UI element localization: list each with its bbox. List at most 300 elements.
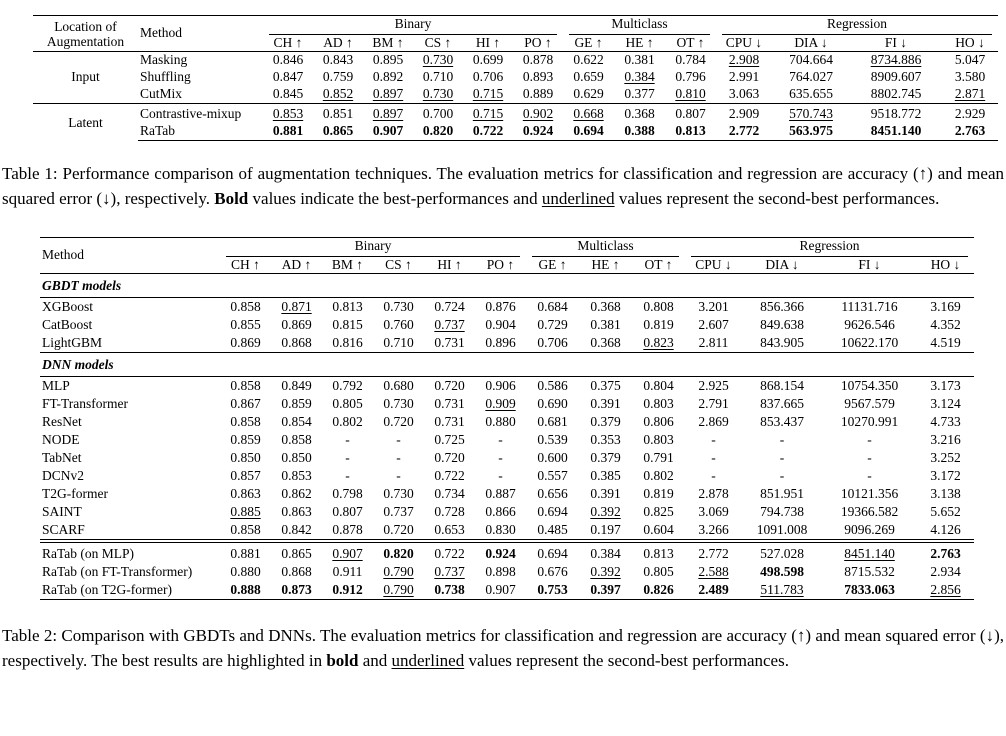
value-cell	[917, 485, 974, 503]
method-cell: LightGBM	[42, 334, 103, 350]
metric-value: 0.889	[522, 86, 554, 102]
value-cell	[716, 86, 772, 104]
metric-value: 0.798	[332, 485, 363, 501]
metric-value: 0.847	[272, 69, 304, 85]
value-cell	[220, 431, 271, 449]
method-cell: TabNet	[42, 449, 82, 465]
location-cell: Latent	[33, 104, 138, 141]
value-cell	[742, 298, 822, 317]
metric-value: 4.733	[930, 413, 961, 429]
metric-value: 0.197	[590, 521, 621, 537]
value-cell	[424, 581, 475, 600]
value-cell	[526, 413, 579, 431]
metric-value: -	[396, 449, 401, 465]
table-row	[33, 123, 998, 141]
metric-value: 8451.140	[844, 545, 895, 561]
metric-value: 0.681	[537, 413, 568, 429]
caption-text: underlined	[391, 650, 465, 670]
metric-value: 0.902	[522, 106, 554, 122]
group-header-regression: Regression	[685, 238, 974, 257]
metric-value: 0.381	[624, 52, 655, 68]
column-header: CS ↑	[373, 257, 424, 274]
metric-value: 3.580	[954, 69, 986, 85]
paper-page	[0, 15, 1006, 736]
column-header: HI ↑	[424, 257, 475, 274]
value-cell	[665, 86, 716, 104]
caption-text: underlined	[541, 188, 615, 208]
method-cell: Contrastive-mixup	[138, 104, 263, 124]
value-cell	[917, 449, 974, 467]
value-cell	[632, 298, 685, 317]
metric-value: 3.252	[930, 449, 961, 465]
metric-value: 0.784	[675, 52, 706, 68]
value-cell	[742, 541, 822, 563]
value-cell	[917, 541, 974, 563]
value-cell	[614, 69, 665, 86]
metric-value: 0.823	[643, 334, 674, 350]
value-cell	[424, 413, 475, 431]
value-cell	[363, 86, 413, 104]
table-row	[40, 467, 974, 485]
value-cell	[917, 503, 974, 521]
metric-value: 0.880	[230, 563, 261, 579]
metric-value: 0.805	[643, 563, 674, 579]
value-cell	[665, 123, 716, 141]
metric-value: 0.668	[573, 106, 604, 122]
metric-value: 3.201	[698, 298, 729, 314]
metric-value: 0.876	[485, 298, 516, 314]
value-cell	[632, 503, 685, 521]
method-cell: RaTab (on MLP)	[40, 541, 220, 563]
metric-value: 0.897	[372, 86, 404, 102]
metric-value: 2.763	[930, 545, 961, 561]
value-cell	[271, 298, 322, 317]
metric-value: 0.700	[422, 106, 454, 122]
value-cell	[632, 431, 685, 449]
value-cell	[716, 52, 772, 70]
metric-value: 0.694	[573, 123, 604, 139]
column-header: DIA ↓	[772, 35, 850, 52]
metric-value: 0.869	[230, 334, 261, 350]
value-cell	[742, 503, 822, 521]
value-cell	[373, 377, 424, 396]
table-row	[40, 581, 974, 600]
value-cell	[632, 467, 685, 485]
metric-value: 0.368	[590, 334, 621, 350]
column-header: PO ↑	[475, 257, 526, 274]
metric-value: 0.676	[537, 563, 568, 579]
metric-value: 2.925	[698, 377, 729, 393]
value-cell	[363, 52, 413, 70]
location-cell: Input	[71, 69, 100, 85]
value-cell	[579, 377, 632, 396]
value-cell	[632, 521, 685, 541]
metric-value: 0.392	[590, 503, 621, 519]
metric-value: 0.653	[434, 521, 465, 537]
metric-value: 8715.532	[844, 563, 895, 579]
value-cell	[526, 503, 579, 521]
value-cell	[822, 395, 917, 413]
value-cell	[632, 395, 685, 413]
value-cell	[665, 52, 716, 70]
value-cell	[822, 377, 917, 396]
metric-value: 3.173	[930, 377, 961, 393]
metric-value: 2.934	[930, 563, 961, 579]
metric-value: 2.871	[954, 86, 986, 102]
value-cell	[685, 581, 742, 600]
metric-value: 0.791	[643, 449, 674, 465]
metric-value: 0.813	[332, 298, 363, 314]
metric-value: 0.924	[485, 545, 516, 561]
metric-value: -	[779, 431, 785, 447]
section-header-row	[40, 274, 974, 298]
metric-value: 0.737	[434, 316, 465, 332]
method-cell: FT-Transformer	[42, 395, 129, 411]
value-cell	[271, 581, 322, 600]
value-cell	[614, 52, 665, 70]
metric-value: 10622.170	[840, 334, 899, 350]
value-cell	[742, 431, 822, 449]
value-cell	[475, 485, 526, 503]
caption-text: and	[358, 650, 392, 670]
value-cell	[271, 541, 322, 563]
method-cell: T2G-former	[42, 485, 108, 501]
metric-value: 0.680	[383, 377, 414, 393]
table-row	[40, 395, 974, 413]
value-cell	[917, 521, 974, 541]
value-cell	[822, 298, 917, 317]
metric-value: 0.379	[590, 413, 621, 429]
value-cell	[850, 104, 942, 124]
metric-value: -	[867, 431, 872, 447]
value-cell	[632, 581, 685, 600]
value-cell	[917, 316, 974, 334]
metric-value: 0.586	[537, 377, 568, 393]
metric-value: 704.664	[789, 52, 833, 68]
value-cell	[475, 521, 526, 541]
metric-value: 0.790	[383, 563, 414, 579]
metric-value: 0.381	[590, 316, 621, 332]
value-cell	[220, 485, 271, 503]
value-cell	[475, 316, 526, 334]
metric-value: 4.126	[930, 521, 961, 537]
table-row	[40, 316, 974, 334]
value-cell	[373, 431, 424, 449]
metric-value: 0.715	[472, 86, 504, 102]
value-cell	[373, 298, 424, 317]
metric-value: 0.898	[485, 563, 516, 579]
value-cell	[632, 316, 685, 334]
metric-value: 0.684	[537, 298, 568, 314]
metric-value: 849.638	[760, 316, 804, 332]
value-cell	[424, 377, 475, 396]
table-row	[40, 521, 974, 541]
metric-value: 0.912	[332, 581, 363, 597]
table-row	[40, 449, 974, 467]
column-header: CS ↑	[413, 35, 463, 52]
metric-value: 0.868	[281, 334, 312, 350]
metric-value: 0.706	[472, 69, 504, 85]
value-cell	[373, 449, 424, 467]
value-cell	[685, 467, 742, 485]
metric-value: 0.656	[537, 485, 568, 501]
value-cell	[942, 104, 998, 124]
metric-value: 0.710	[383, 334, 414, 350]
value-cell	[322, 541, 373, 563]
column-header: AD ↑	[313, 35, 363, 52]
metric-value: 3.124	[930, 395, 961, 411]
metric-value: 0.694	[537, 545, 568, 561]
metric-value: 0.384	[590, 545, 621, 561]
value-cell	[526, 485, 579, 503]
value-cell	[220, 395, 271, 413]
metric-value: 0.858	[230, 413, 261, 429]
value-cell	[475, 581, 526, 600]
metric-value: 570.743	[789, 106, 833, 122]
value-cell	[424, 485, 475, 503]
value-cell	[322, 521, 373, 541]
value-cell	[822, 581, 917, 600]
metric-value: 11131.716	[841, 298, 898, 314]
column-header: GE ↑	[526, 257, 579, 274]
metric-value: 0.845	[272, 86, 304, 102]
metric-value: 19366.582	[840, 503, 899, 519]
metric-value: 2.909	[728, 106, 760, 122]
value-cell	[363, 123, 413, 141]
value-cell	[271, 334, 322, 353]
method-header: Method	[40, 238, 220, 274]
value-cell	[822, 316, 917, 334]
value-cell	[220, 334, 271, 353]
metric-value: 0.859	[281, 395, 312, 411]
metric-value: 3.216	[930, 431, 961, 447]
metric-value: 0.859	[230, 431, 261, 447]
metric-value: 0.722	[434, 467, 465, 483]
value-cell	[742, 316, 822, 334]
value-cell	[220, 521, 271, 541]
metric-value: 0.710	[422, 69, 454, 85]
value-cell	[513, 104, 563, 124]
value-cell	[942, 52, 998, 70]
metric-value: -	[396, 431, 401, 447]
value-cell	[513, 52, 563, 70]
value-cell	[322, 563, 373, 581]
value-cell	[513, 123, 563, 141]
value-cell	[526, 395, 579, 413]
metric-value: 0.826	[643, 581, 674, 597]
metric-value: 0.720	[383, 521, 414, 537]
metric-value: 0.397	[590, 581, 621, 597]
value-cell	[822, 431, 917, 449]
value-cell	[614, 86, 665, 104]
value-cell	[322, 467, 373, 485]
group-header-regression: Regression	[716, 16, 998, 35]
metric-value: 0.896	[485, 334, 516, 350]
value-cell	[475, 467, 526, 485]
value-cell	[579, 503, 632, 521]
metric-value: 0.904	[485, 316, 516, 332]
metric-value: -	[779, 467, 785, 483]
value-cell	[271, 413, 322, 431]
value-cell	[263, 123, 313, 141]
metric-value: 0.885	[230, 503, 261, 519]
metric-value: 0.392	[590, 563, 621, 579]
value-cell	[579, 541, 632, 563]
metric-value: -	[396, 467, 401, 483]
value-cell	[322, 395, 373, 413]
value-cell	[772, 69, 850, 86]
table-row	[40, 334, 974, 353]
table-row	[40, 298, 974, 317]
metric-value: 0.724	[434, 298, 465, 314]
value-cell	[563, 104, 614, 124]
value-cell	[271, 395, 322, 413]
value-cell	[424, 541, 475, 563]
section-title: DNN models	[40, 353, 974, 377]
metric-value: 0.888	[230, 581, 261, 597]
table-row	[33, 69, 998, 86]
value-cell	[271, 563, 322, 581]
value-cell	[665, 104, 716, 124]
caption-text: Table 2: Comparison with GBDTs and DNNs. The evaluation metrics for classification and regression are accuracy (↑) and mean squared error (↓), respectively. The best results are highlighted in	[2, 626, 1004, 670]
metric-value: 10270.991	[840, 413, 899, 429]
value-cell	[363, 69, 413, 86]
method-cell: RaTab (on T2G-former)	[40, 581, 220, 600]
metric-value: 0.715	[472, 106, 504, 122]
method-cell: Masking	[140, 52, 188, 68]
value-cell	[413, 104, 463, 124]
value-cell	[313, 123, 363, 141]
metric-value: 0.802	[643, 467, 674, 483]
metric-value: 8451.140	[870, 123, 922, 139]
metric-value: 0.485	[537, 521, 568, 537]
value-cell	[632, 541, 685, 563]
metric-value: 0.807	[675, 106, 706, 122]
metric-value: 0.911	[332, 563, 363, 579]
value-cell	[413, 123, 463, 141]
value-cell	[917, 581, 974, 600]
value-cell	[579, 581, 632, 600]
value-cell	[220, 449, 271, 467]
value-cell	[685, 298, 742, 317]
metric-value: 0.858	[230, 521, 261, 537]
metric-value: -	[779, 449, 785, 465]
metric-value: 0.690	[537, 395, 568, 411]
metric-value: -	[711, 467, 716, 483]
column-header: HI ↑	[463, 35, 513, 52]
metric-value: 0.852	[322, 86, 354, 102]
metric-value: 843.905	[760, 334, 804, 350]
value-cell	[220, 563, 271, 581]
value-cell	[475, 395, 526, 413]
value-cell	[579, 298, 632, 317]
value-cell	[313, 69, 363, 86]
value-cell	[322, 377, 373, 396]
metric-value: 0.887	[485, 485, 516, 501]
value-cell	[271, 485, 322, 503]
metric-value: 0.759	[322, 69, 354, 85]
metric-value: 3.169	[930, 298, 961, 314]
metric-value: 0.802	[332, 413, 363, 429]
metric-value: 8734.886	[870, 52, 922, 68]
metric-value: 0.384	[624, 69, 655, 85]
value-cell	[742, 467, 822, 485]
value-cell	[685, 395, 742, 413]
metric-value: 0.385	[590, 467, 621, 483]
metric-value: 0.806	[643, 413, 674, 429]
value-cell	[850, 86, 942, 104]
value-cell	[772, 52, 850, 70]
metric-value: -	[345, 467, 350, 483]
table-row	[40, 563, 974, 581]
metric-value: 2.489	[698, 581, 729, 597]
value-cell	[632, 563, 685, 581]
value-cell	[475, 503, 526, 521]
metric-value: 0.907	[372, 123, 404, 139]
value-cell	[313, 52, 363, 70]
table-row	[40, 431, 974, 449]
value-cell	[526, 541, 579, 563]
metric-value: 3.266	[698, 521, 729, 537]
value-cell	[942, 86, 998, 104]
value-cell	[373, 413, 424, 431]
value-cell	[424, 395, 475, 413]
metric-value: 0.846	[272, 52, 304, 68]
metric-value: 0.866	[485, 503, 516, 519]
column-header: DIA ↓	[742, 257, 822, 274]
value-cell	[413, 52, 463, 70]
metric-value: 0.353	[590, 431, 621, 447]
value-cell	[716, 123, 772, 141]
metric-value: 0.855	[230, 316, 261, 332]
value-cell	[513, 86, 563, 104]
metric-value: 0.892	[372, 69, 404, 85]
method-cell: NODE	[42, 431, 80, 447]
metric-value: 0.629	[573, 86, 604, 102]
metric-value: 0.810	[675, 86, 706, 102]
metric-value: 8909.607	[870, 69, 922, 85]
value-cell	[685, 563, 742, 581]
value-cell	[614, 123, 665, 141]
value-cell	[413, 69, 463, 86]
metric-value: -	[711, 449, 716, 465]
metric-value: 0.699	[472, 52, 504, 68]
metric-value: 0.880	[485, 413, 516, 429]
value-cell	[424, 503, 475, 521]
table-row	[40, 377, 974, 396]
group-header-multiclass: Multiclass	[526, 238, 685, 257]
value-cell	[685, 377, 742, 396]
metric-value: 2.588	[698, 563, 729, 579]
value-cell	[742, 521, 822, 541]
value-cell	[742, 395, 822, 413]
metric-value: 0.600	[537, 449, 568, 465]
value-cell	[685, 316, 742, 334]
metric-value: 856.366	[760, 298, 804, 314]
value-cell	[942, 69, 998, 86]
metric-value: 0.728	[434, 503, 465, 519]
value-cell	[363, 104, 413, 124]
metric-value: 0.622	[573, 52, 604, 68]
value-cell	[917, 431, 974, 449]
value-cell	[271, 503, 322, 521]
value-cell	[220, 377, 271, 396]
metric-value: 0.881	[272, 123, 304, 139]
caption-text: values represent the second-best performances.	[464, 650, 789, 670]
value-cell	[526, 563, 579, 581]
metric-value: 0.796	[675, 69, 706, 85]
metric-value: 0.737	[434, 563, 465, 579]
